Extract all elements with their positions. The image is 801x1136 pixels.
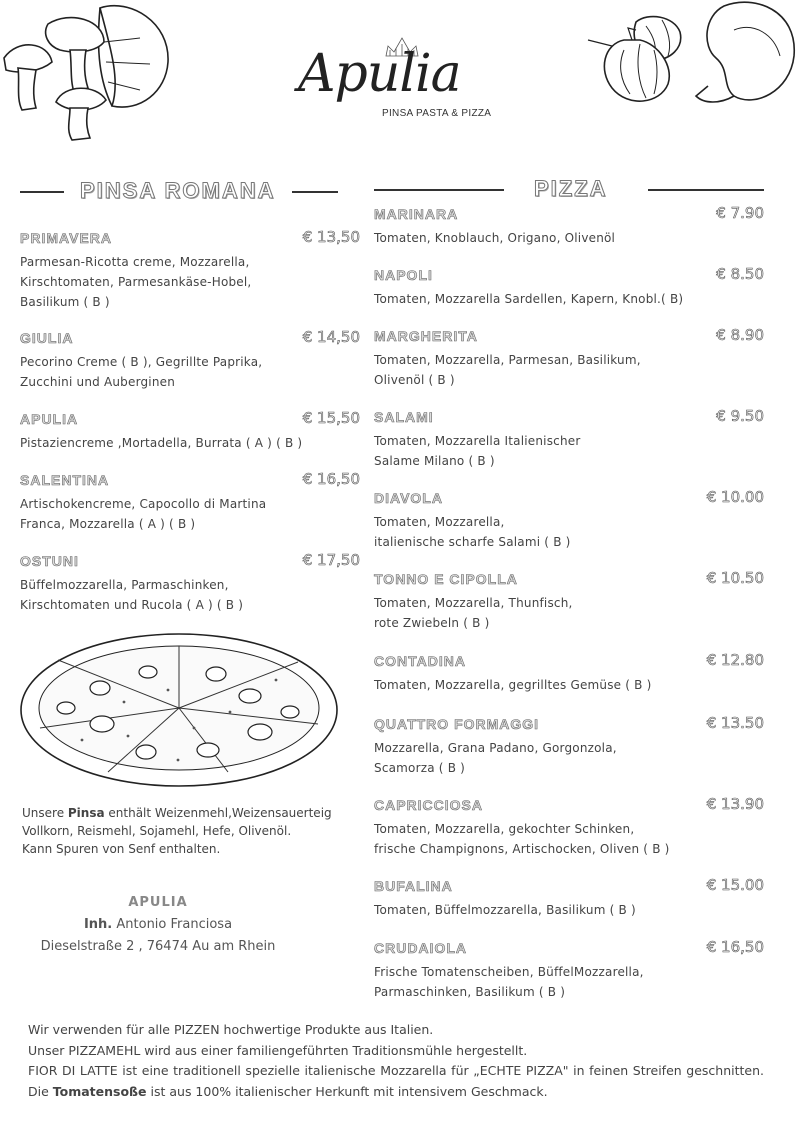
item-description: Tomaten, Mozzarella, gegrilltes Gemüse ( B ) bbox=[374, 678, 652, 692]
notice-line2: Kann Spuren von Senf enthalten. bbox=[22, 842, 221, 856]
item-description: Tomaten, Büffelmozzarella, Basilikum ( B ) bbox=[374, 903, 636, 917]
item-description: Tomaten, Knoblauch, Origano, Olivenöl bbox=[374, 231, 616, 245]
item-description bbox=[374, 819, 764, 859]
item-price: € 12.80 bbox=[706, 651, 764, 669]
desc-line: Tomaten, Mozzarella, gekochter Schinken, bbox=[374, 822, 635, 836]
item-name: SALENTINA bbox=[20, 472, 110, 488]
item-name: MARGHERITA bbox=[374, 328, 478, 344]
desc-line: rote Zwiebeln ( B ) bbox=[374, 616, 490, 630]
item-name: NAPOLI bbox=[374, 267, 433, 283]
desc-line: Tomaten, Mozzarella, bbox=[374, 515, 505, 529]
item-name: CRUDAIOLA bbox=[374, 940, 467, 956]
item-description: Tomaten, Mozzarella, Parmesan, Basilikum, Olivenöl ( B ) bbox=[374, 353, 641, 387]
notice-text: Unsere bbox=[22, 806, 68, 820]
item-price: € 13,50 bbox=[302, 228, 360, 246]
item-price: € 10.50 bbox=[706, 569, 764, 587]
footer-bold: Tomatensoße bbox=[52, 1083, 147, 1099]
item-description bbox=[374, 593, 764, 633]
title-rule-left bbox=[20, 191, 64, 193]
item-description: Parmesan-Ricotta creme, Mozzarella, Kirschtomaten, Parmesankäse-Hobel, Basilikum ( B ) bbox=[20, 255, 252, 309]
title-rule-right bbox=[292, 191, 338, 193]
item-price: € 16,50 bbox=[302, 470, 360, 488]
item-description bbox=[374, 431, 764, 471]
pinsa-title: PINSA ROMANA bbox=[80, 178, 276, 203]
address-street: Dieselstraße 2 , 76474 Au am Rhein bbox=[40, 939, 276, 954]
logo bbox=[298, 38, 498, 122]
title-rule-left bbox=[374, 189, 504, 191]
address-owner bbox=[30, 914, 286, 936]
footer-line: Wir verwenden für alle PIZZEN hochwertige Produkte aus Italien. bbox=[28, 1022, 434, 1037]
pizza-title: PIZZA bbox=[534, 176, 608, 201]
item-name: APULIA bbox=[20, 411, 79, 427]
item-price: € 7.90 bbox=[716, 204, 764, 222]
item-price: € 14,50 bbox=[302, 328, 360, 346]
item-description bbox=[374, 962, 764, 1002]
item-name: CONTADINA bbox=[374, 653, 466, 669]
mushroom-illustration bbox=[0, 2, 180, 148]
item-name: SALAMI bbox=[374, 409, 434, 425]
item-price: € 13.90 bbox=[706, 795, 764, 813]
vegetables-illustration bbox=[584, 0, 801, 120]
item-name: CAPRICCIOSA bbox=[374, 797, 484, 813]
item-price: € 8.50 bbox=[716, 265, 764, 283]
item-name: TONNO E CIPOLLA bbox=[374, 571, 518, 587]
item-description bbox=[374, 512, 764, 552]
address-name: APULIA bbox=[128, 895, 188, 910]
desc-line: Tomaten, Mozzarella Italienischer bbox=[374, 434, 581, 448]
desc-line: Tomaten, Mozzarella, Thunfisch, bbox=[374, 596, 573, 610]
owner-label: Inh. bbox=[83, 917, 113, 932]
item-description: Pistaziencreme ,Mortadella, Burrata ( A ) ( B ) bbox=[20, 436, 303, 450]
footer-text-part: FIOR DI LATTE ist eine traditionell spezielle italienische Mozzarella für „ECHTE PIZZA" in feinen Streifen geschnitten. Die bbox=[28, 1063, 764, 1099]
item-description: Tomaten, Mozzarella Sardellen, Kapern, Knobl.( B) bbox=[374, 292, 684, 306]
item-description: Büffelmozzarella, Parmaschinken, Kirschtomaten und Rucola ( A ) ( B ) bbox=[20, 578, 244, 612]
notice-text: enthält Weizenmehl,Weizensauerteig Vollkorn, Reismehl, Sojamehl, Hefe, Olivenöl. bbox=[22, 806, 332, 838]
title-rule-right bbox=[648, 189, 764, 191]
item-name: DIAVOLA bbox=[374, 490, 443, 506]
item-price: € 10.00 bbox=[706, 488, 764, 506]
footer-text bbox=[28, 1020, 764, 1102]
item-price: € 17,50 bbox=[302, 551, 360, 569]
item-name: BUFALINA bbox=[374, 878, 453, 894]
item-description: Pecorino Creme ( B ), Gegrillte Paprika, Zucchini und Auberginen bbox=[20, 355, 263, 389]
item-price: € 15,50 bbox=[302, 409, 360, 427]
item-name: QUATTRO FORMAGGI bbox=[374, 716, 540, 732]
footer-line: Unser PIZZAMEHL wird aus einer familiengeführten Traditionsmühle hergestellt. bbox=[28, 1042, 528, 1058]
item-price: € 13.50 bbox=[706, 714, 764, 732]
desc-line: Salame Milano ( B ) bbox=[374, 454, 495, 468]
item-price: € 9.50 bbox=[716, 407, 764, 425]
item-price: € 16,50 bbox=[706, 938, 764, 956]
logo-name: Apulia bbox=[298, 44, 461, 104]
pizza-illustration bbox=[18, 632, 340, 790]
desc-line: frische Champignons, Artischocken, Oliven ( B ) bbox=[374, 842, 670, 856]
item-name: MARINARA bbox=[374, 206, 459, 222]
footer-text-part: ist aus 100% italienischer Herkunft mit intensivem Geschmack. bbox=[146, 1083, 548, 1099]
desc-line: Frische Tomatenscheiben, BüffelMozzarella, bbox=[374, 965, 644, 979]
allergen-notice bbox=[22, 804, 352, 858]
item-description: Mozzarella, Grana Padano, Gorgonzola, Scamorza ( B ) bbox=[374, 741, 617, 775]
item-name: GIULIA bbox=[20, 330, 74, 346]
owner-name: Antonio Franciosa bbox=[112, 917, 233, 932]
desc-line: italienische scharfe Salami ( B ) bbox=[374, 535, 571, 549]
footer-paragraph bbox=[28, 1061, 764, 1102]
logo-subtitle: PINSA PASTA & PIZZA bbox=[382, 108, 492, 119]
desc-line: Parmaschinken, Basilikum ( B ) bbox=[374, 985, 566, 999]
item-price: € 8.90 bbox=[716, 326, 764, 344]
notice-bold: Pinsa bbox=[67, 806, 105, 820]
item-description: Artischokencreme, Capocollo di Martina Franca, Mozzarella ( A ) ( B ) bbox=[20, 497, 267, 531]
item-name: PRIMAVERA bbox=[20, 230, 112, 246]
address-block bbox=[30, 892, 286, 958]
item-name: OSTUNI bbox=[20, 553, 79, 569]
item-price: € 15.00 bbox=[706, 876, 764, 894]
